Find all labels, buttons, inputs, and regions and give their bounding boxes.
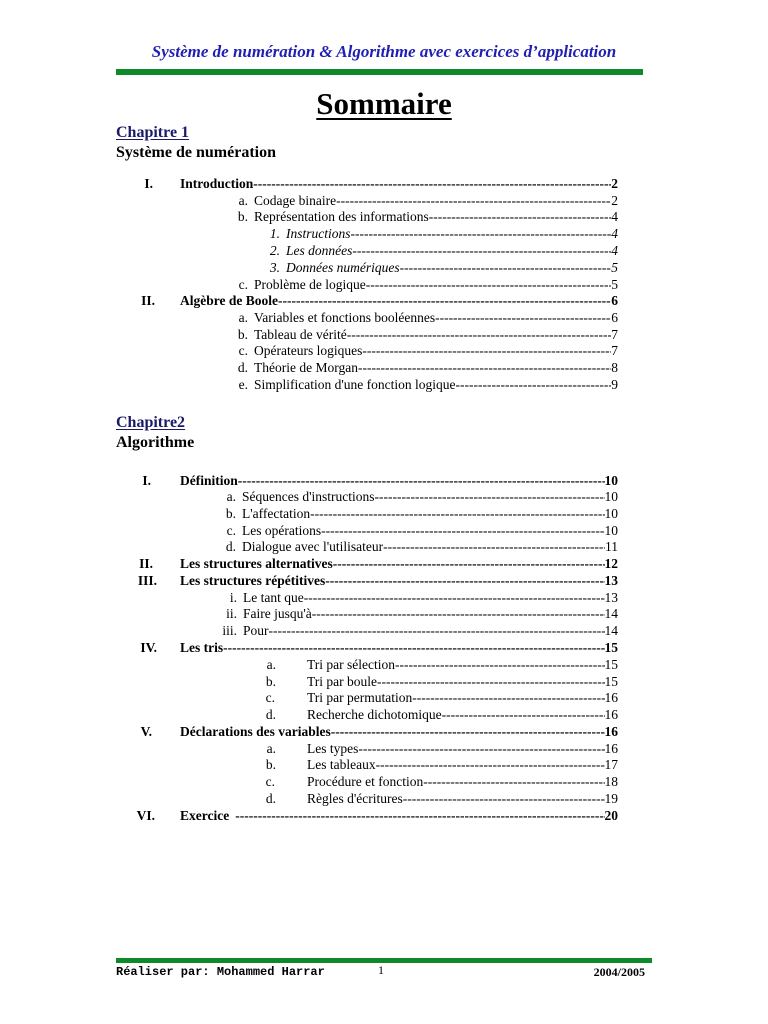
toc-entry[interactable]: V. Déclarations des variables ----- 16	[180, 723, 618, 740]
toc-entry[interactable]: a. Tri par sélection ----- 15	[307, 656, 618, 673]
footer-page-number: 1	[378, 963, 384, 977]
toc-entry[interactable]: 2. Les données ----- 4	[286, 242, 618, 259]
toc-entry[interactable]: i. Le tant que ----- 13	[243, 589, 618, 606]
toc-entry[interactable]: c. Opérateurs logiques ----- 7	[254, 342, 618, 359]
page-title: Sommaire	[316, 86, 452, 121]
toc-entry[interactable]: IV. Les tris ----- 15	[180, 639, 618, 656]
toc-entry[interactable]: I. Définition ----- 10	[180, 472, 618, 489]
toc-entry[interactable]: d. Règles d'écritures ----- 19	[307, 790, 618, 807]
footer-author: Réaliser par: Mohammed Harrar	[116, 965, 325, 979]
toc-entry[interactable]: e. Simplification d'une fonction logique ----- 9	[254, 376, 618, 393]
toc-entry[interactable]: b. Tri par boule ----- 15	[307, 673, 618, 690]
document-header-title: Système de numération & Algorithme avec exercices d’application	[151, 42, 617, 61]
footer-year: 2004/2005	[593, 965, 645, 979]
chapter-1-label: Chapitre 1	[116, 124, 190, 141]
toc-entry[interactable]: a. Les types ----- 16	[307, 740, 618, 757]
toc-entry[interactable]: b. Représentation des informations ----- 4	[254, 208, 618, 225]
toc-entry[interactable]: c. Tri par permutation ----- 16	[307, 689, 618, 706]
toc-entry[interactable]: a. Variables et fonctions booléennes ----- 6	[254, 309, 618, 326]
toc-entry[interactable]: c. Les opérations ----- 10	[242, 522, 618, 539]
toc-entry[interactable]: c. Problème de logique ----- 5	[254, 276, 618, 293]
toc-entry[interactable]: b. Tableau de vérité ----- 7	[254, 326, 618, 343]
toc-entry[interactable]: a. Codage binaire ----- 2	[254, 192, 618, 209]
toc-entry[interactable]: II. Algèbre de Boole ----- 6	[180, 292, 618, 309]
toc-entry[interactable]: d. Dialogue avec l'utilisateur ----- 11	[242, 538, 618, 555]
toc-entry[interactable]: 3. Données numériques ----- 5	[286, 259, 618, 276]
toc-entry[interactable]: d. Recherche dichotomique ----- 16	[307, 706, 618, 723]
toc-entry[interactable]: 1. Instructions ----- 4	[286, 225, 618, 242]
toc-entry[interactable]: a. Séquences d'instructions ----- 10	[242, 488, 618, 505]
toc-entry[interactable]: b. L'affectation ----- 10	[242, 505, 618, 522]
toc-entry[interactable]: III. Les structures répétitives ----- 13	[180, 572, 618, 589]
toc-entry[interactable]: I. Introduction ----- 2	[180, 175, 618, 192]
toc-entry[interactable]: c. Procédure et fonction ----- 18	[307, 773, 618, 790]
toc-entry[interactable]: II. Les structures alternatives ----- 12	[180, 555, 618, 572]
chapter-2-label: Chapitre2	[116, 414, 186, 431]
footer-rule	[116, 958, 652, 963]
header-rule	[116, 69, 643, 75]
toc-entry[interactable]: VI. Exercice ----- 20	[180, 807, 618, 824]
chapter-2-name: Algorithme	[116, 434, 195, 451]
toc-entry[interactable]: d. Théorie de Morgan ----- 8	[254, 359, 618, 376]
toc-entry[interactable]: ii. Faire jusqu'à ----- 14	[243, 605, 618, 622]
toc-entry[interactable]: b. Les tableaux ----- 17	[307, 756, 618, 773]
chapter-1-name: Système de numération	[116, 144, 276, 161]
toc-entry[interactable]: iii. Pour ----- 14	[243, 622, 618, 639]
